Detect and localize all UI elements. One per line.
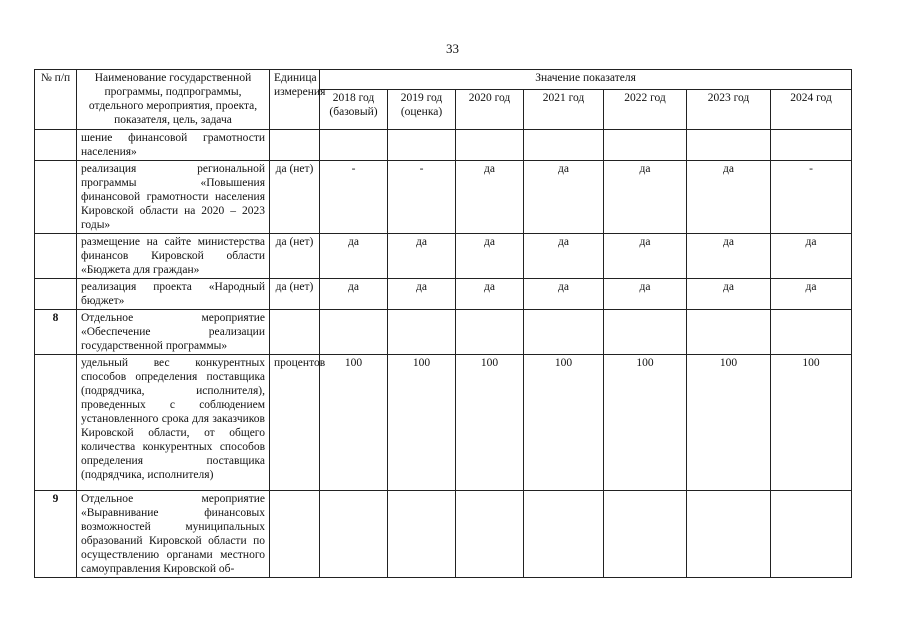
row-value: да bbox=[604, 279, 687, 310]
header-name: Наименование государственной программы, подпрограммы, отдельного мероприятия, проекта, показателя, цель, задача bbox=[77, 70, 270, 130]
row-value: 100 bbox=[524, 355, 604, 491]
row-value: да bbox=[456, 234, 524, 279]
row-number bbox=[35, 355, 77, 491]
row-name: шение финансовой грамотности населения» bbox=[77, 130, 270, 161]
row-value bbox=[456, 130, 524, 161]
table-row bbox=[35, 234, 852, 279]
row-value: да bbox=[687, 234, 771, 279]
row-name: Отдельное мероприятие «Выравнивание финансовых возможностей муниципальных образований Кировской области по осуществлению органами местного самоуправления Кировской об- bbox=[77, 491, 270, 578]
row-unit: да (нет) bbox=[270, 234, 320, 279]
header-row-1 bbox=[35, 70, 852, 90]
row-name: удельный вес конкурентных способов определения поставщика (подрядчика, исполнителя), проведенных с соблюдением установленного срока для заказчиков Кировской области, от общего количества конкурентных способов определения поставщика (подрядчика, исполнителя) bbox=[77, 355, 270, 491]
table-row bbox=[35, 355, 852, 491]
row-unit: процентов bbox=[270, 355, 320, 491]
header-year: 2024 год bbox=[771, 90, 852, 130]
row-unit: да (нет) bbox=[270, 161, 320, 234]
row-value: да bbox=[456, 161, 524, 234]
row-value: да bbox=[604, 161, 687, 234]
row-value: да bbox=[524, 279, 604, 310]
page-number: 33 bbox=[446, 41, 459, 56]
row-value bbox=[456, 310, 524, 355]
header-year: 2019 год (оценка) bbox=[388, 90, 456, 130]
row-name: реализация проекта «Народный бюджет» bbox=[77, 279, 270, 310]
table-row bbox=[35, 491, 852, 578]
row-value bbox=[604, 310, 687, 355]
row-value bbox=[320, 130, 388, 161]
row-value bbox=[456, 491, 524, 578]
row-value bbox=[687, 130, 771, 161]
row-number: 9 bbox=[35, 491, 77, 578]
row-value: да bbox=[771, 234, 852, 279]
row-unit: да (нет) bbox=[270, 279, 320, 310]
row-number bbox=[35, 130, 77, 161]
row-value: 100 bbox=[456, 355, 524, 491]
row-value: 100 bbox=[320, 355, 388, 491]
row-value bbox=[320, 310, 388, 355]
table-row bbox=[35, 310, 852, 355]
header-year: 2018 год (базовый) bbox=[320, 90, 388, 130]
row-value: да bbox=[320, 279, 388, 310]
row-value: 100 bbox=[604, 355, 687, 491]
row-number bbox=[35, 161, 77, 234]
row-number: 8 bbox=[35, 310, 77, 355]
row-value bbox=[388, 491, 456, 578]
row-value: да bbox=[456, 279, 524, 310]
row-name: реализация региональной программы «Повышения финансовой грамотности населения Кировской области на 2020 – 2023 годы» bbox=[77, 161, 270, 234]
row-unit bbox=[270, 130, 320, 161]
row-value: 100 bbox=[771, 355, 852, 491]
row-value: да bbox=[771, 279, 852, 310]
table-row bbox=[35, 279, 852, 310]
row-value: да bbox=[320, 234, 388, 279]
row-value: да bbox=[604, 234, 687, 279]
row-name: Отдельное мероприятие «Обеспечение реализации государственной программы» bbox=[77, 310, 270, 355]
indicator-table bbox=[34, 69, 852, 578]
header-unit: Единица измерения bbox=[270, 70, 320, 130]
row-value bbox=[524, 491, 604, 578]
row-value: - bbox=[771, 161, 852, 234]
row-value bbox=[604, 491, 687, 578]
row-value bbox=[604, 130, 687, 161]
header-year: 2022 год bbox=[604, 90, 687, 130]
header-value-group: Значение показателя bbox=[320, 70, 852, 90]
header-year: 2023 год bbox=[687, 90, 771, 130]
row-value: да bbox=[388, 234, 456, 279]
row-value: 100 bbox=[687, 355, 771, 491]
row-value bbox=[388, 130, 456, 161]
row-number bbox=[35, 234, 77, 279]
row-value bbox=[687, 491, 771, 578]
row-value: 100 bbox=[388, 355, 456, 491]
row-unit bbox=[270, 310, 320, 355]
row-value bbox=[771, 491, 852, 578]
table-row bbox=[35, 161, 852, 234]
row-value: да bbox=[388, 279, 456, 310]
row-name: размещение на сайте министерства финансов Кировской области «Бюджета для граждан» bbox=[77, 234, 270, 279]
row-value: да bbox=[524, 234, 604, 279]
row-unit bbox=[270, 491, 320, 578]
row-value bbox=[388, 310, 456, 355]
row-value: да bbox=[687, 161, 771, 234]
row-value: да bbox=[524, 161, 604, 234]
header-num: № п/п bbox=[35, 70, 77, 130]
row-value bbox=[771, 310, 852, 355]
row-value bbox=[771, 130, 852, 161]
row-value bbox=[320, 491, 388, 578]
row-value: да bbox=[687, 279, 771, 310]
row-value: - bbox=[388, 161, 456, 234]
row-value bbox=[524, 310, 604, 355]
row-value bbox=[687, 310, 771, 355]
row-number bbox=[35, 279, 77, 310]
header-year: 2021 год bbox=[524, 90, 604, 130]
header-year: 2020 год bbox=[456, 90, 524, 130]
row-value bbox=[524, 130, 604, 161]
row-value: - bbox=[320, 161, 388, 234]
table-row bbox=[35, 130, 852, 161]
